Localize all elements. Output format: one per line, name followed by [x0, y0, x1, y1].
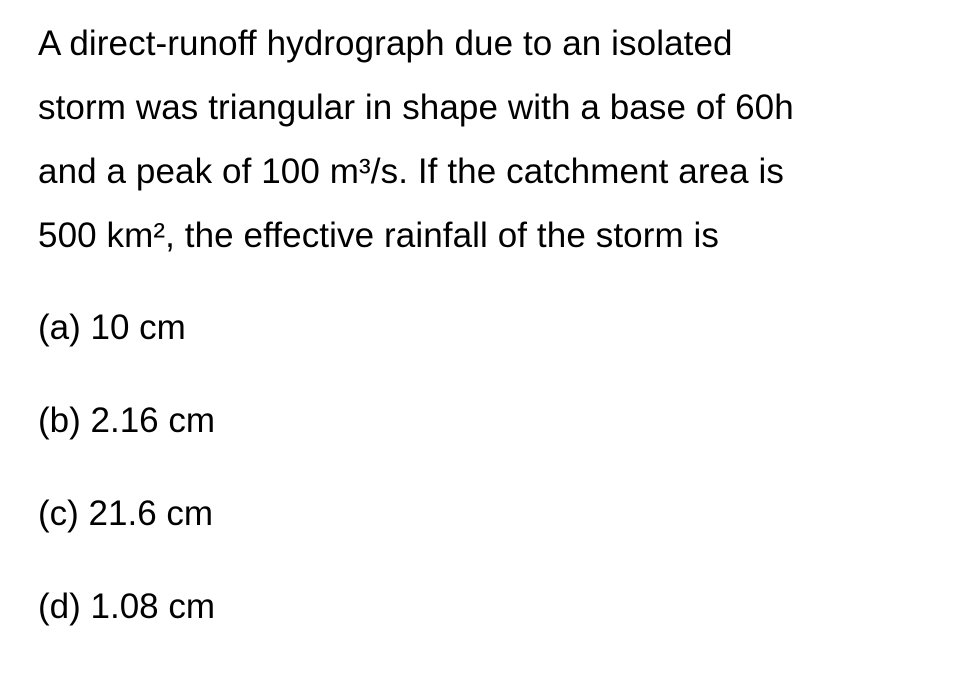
option-b: (b) 2.16 cm	[38, 401, 215, 440]
option-a: (a) 10 cm	[38, 308, 186, 347]
question-line-3: and a peak of 100 m³/s. If the catchment area is	[38, 152, 785, 191]
option-c: (c) 21.6 cm	[38, 494, 214, 533]
option-d: (d) 1.08 cm	[38, 587, 215, 626]
question-text	[38, 12, 958, 268]
answer-options	[38, 298, 638, 670]
question-line-1: A direct-runoff hydrograph due to an isolated	[38, 24, 733, 63]
question-line-4: 500 km², the effective rainfall of the storm is	[38, 216, 720, 255]
question-line-2: storm was triangular in shape with a base of 60h	[38, 88, 794, 127]
